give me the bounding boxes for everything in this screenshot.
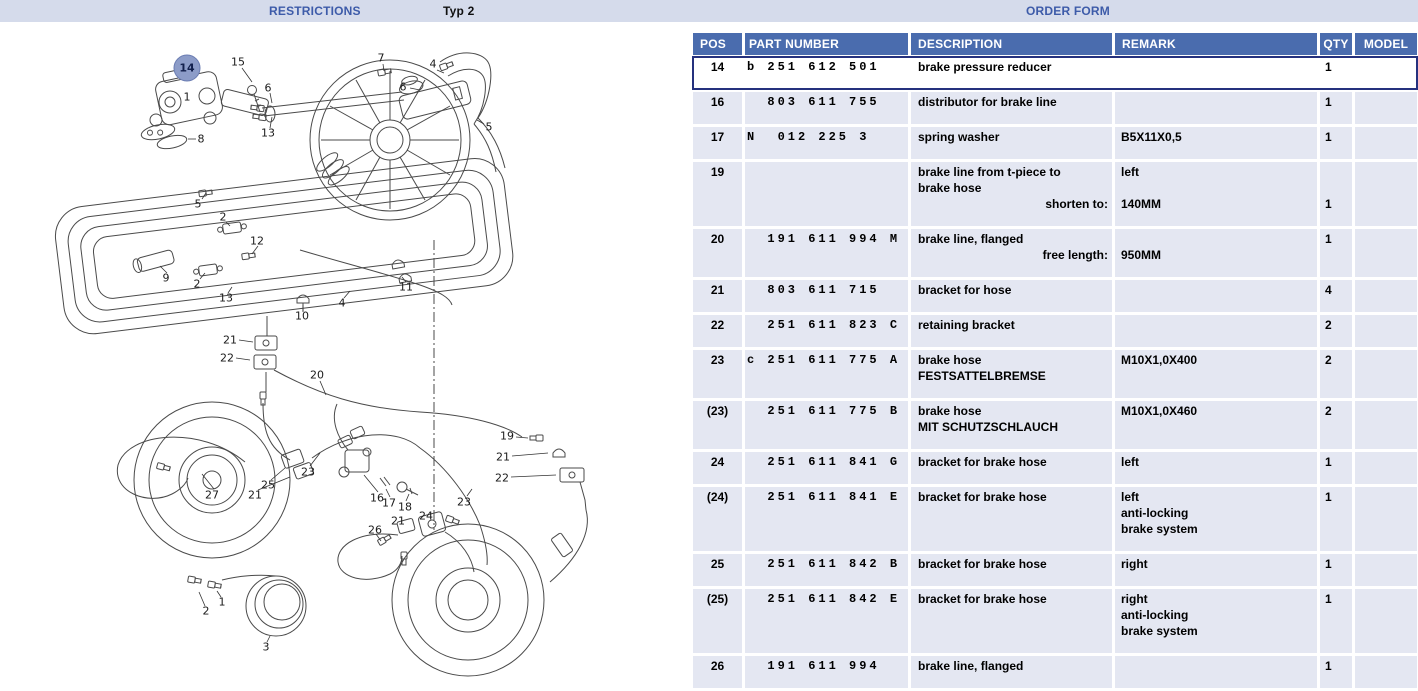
pos-cell: (23) — [706, 404, 729, 418]
svg-text:23: 23 — [457, 495, 471, 509]
pos-cell: 20 — [710, 232, 725, 246]
column-separator — [908, 487, 911, 551]
callout-23[interactable] — [301, 466, 315, 479]
description-cell: bracket for brake hose — [918, 557, 1047, 571]
table-row[interactable] — [693, 57, 1417, 89]
callout-11[interactable] — [399, 281, 413, 294]
column-separator — [1317, 315, 1320, 347]
table-row[interactable] — [693, 280, 1417, 312]
pos-cell: 22 — [710, 318, 725, 332]
restrictions-label: RESTRICTIONS — [269, 4, 361, 18]
master-cylinder-booster — [251, 53, 505, 220]
qty-cell: 1 — [1325, 232, 1332, 246]
svg-text:20: 20 — [310, 368, 324, 382]
table-row[interactable] — [693, 656, 1417, 688]
svg-text:22: 22 — [220, 351, 234, 365]
column-separator — [1112, 350, 1115, 398]
svg-text:6: 6 — [264, 81, 272, 95]
svg-text:15: 15 — [231, 55, 245, 69]
qty-cell: 1 — [1325, 490, 1332, 504]
qty-cell: 2 — [1325, 404, 1332, 418]
callout-21[interactable] — [391, 515, 405, 528]
column-separator — [908, 401, 911, 449]
column-separator — [1317, 280, 1320, 312]
description-cell: retaining bracket — [918, 318, 1015, 332]
qty-cell: 1 — [1325, 455, 1332, 469]
callout-19[interactable] — [500, 430, 514, 443]
pos-cell: (25) — [706, 592, 729, 606]
callout-12[interactable] — [250, 235, 264, 248]
table-header — [693, 33, 1417, 55]
column-separator — [742, 401, 745, 449]
column-separator — [1352, 350, 1355, 398]
pos-cell: 17 — [710, 130, 725, 144]
svg-text:1: 1 — [218, 595, 226, 609]
remark-cell: 140MM — [1121, 197, 1162, 211]
part-number-cell: 191 611 994 — [747, 659, 880, 673]
qty-cell: 1 — [1325, 659, 1332, 673]
description-cell: bracket for hose — [918, 283, 1012, 297]
column-separator — [742, 57, 745, 89]
svg-text:12: 12 — [250, 234, 264, 248]
callout-22[interactable] — [220, 352, 234, 365]
order-form-rows — [693, 57, 1417, 688]
column-separator — [1317, 401, 1320, 449]
callout-13[interactable] — [261, 127, 275, 140]
column-header-remark: REMARK — [1115, 33, 1317, 55]
callout-5[interactable] — [195, 198, 202, 211]
part-number-cell: 191 611 994 M — [747, 232, 901, 246]
table-row[interactable] — [693, 127, 1417, 159]
table-row[interactable] — [693, 92, 1417, 124]
column-separator — [1112, 452, 1115, 484]
callout-25[interactable] — [261, 479, 275, 492]
description-cell: brake line from t-piece to — [918, 165, 1061, 179]
callout-1[interactable] — [184, 91, 191, 104]
svg-text:2: 2 — [193, 277, 201, 291]
callout-23[interactable] — [457, 496, 471, 509]
part-number-cell: c 251 611 775 A — [747, 353, 901, 367]
part-number-cell: 251 611 823 C — [747, 318, 901, 332]
column-header-model: MODEL — [1355, 33, 1417, 55]
column-separator — [1352, 589, 1355, 653]
svg-text:21: 21 — [391, 514, 405, 528]
column-separator — [1317, 127, 1320, 159]
column-separator — [742, 127, 745, 159]
column-separator — [1352, 162, 1355, 226]
pos-cell: 14 — [710, 60, 725, 74]
remark-cell: M10X1,0X400 — [1121, 353, 1198, 367]
column-separator — [1352, 229, 1355, 277]
description-cell: brake hose — [918, 404, 982, 418]
column-separator — [1112, 315, 1115, 347]
qty-cell: 2 — [1325, 318, 1332, 332]
column-separator — [1352, 127, 1355, 159]
svg-text:2: 2 — [202, 604, 210, 618]
qty-cell: 2 — [1325, 353, 1332, 367]
column-separator — [1352, 401, 1355, 449]
callout-6[interactable] — [265, 82, 272, 95]
column-separator — [908, 589, 911, 653]
brake-pressure-reducer-assembly — [140, 62, 275, 151]
column-separator — [1112, 554, 1115, 586]
qty-cell: 1 — [1325, 197, 1332, 211]
description-cell: spring washer — [918, 130, 1000, 144]
column-separator — [1317, 92, 1320, 124]
svg-text:25: 25 — [261, 478, 275, 492]
column-separator — [742, 162, 745, 226]
column-separator — [908, 162, 911, 226]
callout-6[interactable] — [400, 81, 407, 94]
remark-cell: anti-locking — [1121, 506, 1189, 520]
pos-cell: 26 — [710, 659, 725, 673]
callout-9[interactable] — [163, 272, 170, 285]
column-separator — [908, 554, 911, 586]
column-separator — [908, 350, 911, 398]
column-separator — [1352, 487, 1355, 551]
column-separator — [1352, 92, 1355, 124]
callout-21[interactable] — [223, 334, 237, 347]
remark-cell: left — [1121, 490, 1139, 504]
column-separator — [908, 656, 911, 688]
svg-text:14: 14 — [179, 61, 195, 75]
parts-diagram — [0, 0, 690, 678]
callout-27[interactable] — [205, 489, 219, 502]
column-separator — [742, 280, 745, 312]
callout-15[interactable] — [231, 56, 245, 69]
svg-text:4: 4 — [429, 57, 437, 71]
table-row[interactable] — [693, 487, 1417, 551]
svg-text:26: 26 — [368, 523, 382, 537]
column-header-pos: POS — [693, 33, 742, 55]
pos-cell: 24 — [710, 455, 725, 469]
pos-cell: 19 — [710, 165, 725, 179]
column-separator — [1112, 229, 1115, 277]
part-number-cell: N 012 225 3 — [747, 130, 870, 144]
model-type-label: Typ 2 — [443, 4, 475, 18]
description-cell: distributor for brake line — [918, 95, 1057, 109]
remark-cell: right — [1121, 557, 1148, 571]
remark-cell: right — [1121, 592, 1148, 606]
column-separator — [742, 589, 745, 653]
order-form-label: ORDER FORM — [1026, 4, 1110, 18]
column-separator — [908, 452, 911, 484]
description-cell: brake line, flanged — [918, 232, 1024, 246]
description-cell: brake pressure reducer — [918, 60, 1052, 74]
svg-text:3: 3 — [262, 640, 270, 654]
qty-cell: 1 — [1325, 95, 1332, 109]
svg-text:17: 17 — [382, 496, 396, 510]
part-number-cell: b 251 612 501 — [747, 60, 880, 74]
svg-text:27: 27 — [205, 488, 219, 502]
callout-10[interactable] — [295, 310, 309, 323]
column-separator — [742, 350, 745, 398]
column-separator — [742, 656, 745, 688]
callout-4[interactable] — [430, 58, 437, 71]
front-wheel-drum — [117, 402, 487, 565]
pos-cell: 16 — [710, 95, 725, 109]
diagram-pane — [0, 0, 690, 678]
callout-17[interactable] — [382, 497, 396, 510]
svg-text:5: 5 — [194, 197, 202, 211]
svg-text:19: 19 — [500, 429, 514, 443]
remark-cell: left — [1121, 165, 1139, 179]
column-separator — [1112, 656, 1115, 688]
pos-cell: (24) — [706, 490, 729, 504]
order-form-pane — [693, 33, 1417, 691]
column-separator — [1112, 92, 1115, 124]
part-number-cell: 803 611 715 — [747, 283, 880, 297]
column-separator — [1112, 589, 1115, 653]
column-separator — [1317, 57, 1320, 89]
remark-cell: brake system — [1121, 522, 1198, 536]
table-row[interactable] — [693, 162, 1417, 226]
remark-cell: 950MM — [1121, 248, 1162, 262]
column-separator — [1352, 452, 1355, 484]
column-separator — [1112, 127, 1115, 159]
column-separator — [742, 452, 745, 484]
column-separator — [908, 280, 911, 312]
callout-4[interactable] — [339, 297, 346, 310]
column-separator — [1317, 554, 1320, 586]
callout-3[interactable] — [263, 641, 270, 654]
column-separator — [1317, 452, 1320, 484]
svg-text:5: 5 — [485, 120, 493, 134]
junction-and-brackets — [254, 240, 587, 582]
column-separator — [742, 315, 745, 347]
svg-text:6: 6 — [399, 80, 407, 94]
remark-cell: B5X11X0,5 — [1121, 130, 1182, 144]
column-separator — [908, 229, 911, 277]
callout-5[interactable] — [486, 121, 493, 134]
column-separator — [1112, 162, 1115, 226]
column-separator — [742, 554, 745, 586]
callout-21[interactable] — [496, 451, 510, 464]
title-bar — [0, 0, 1418, 22]
pos-cell: 21 — [710, 283, 725, 297]
qty-cell: 1 — [1325, 130, 1332, 144]
pos-cell: 25 — [710, 557, 725, 571]
column-header-description: DESCRIPTION — [911, 33, 1112, 55]
remark-cell: brake system — [1121, 624, 1198, 638]
svg-text:23: 23 — [301, 465, 315, 479]
callout-20[interactable] — [310, 369, 324, 382]
callout-21[interactable] — [248, 489, 262, 502]
callout-22[interactable] — [495, 472, 509, 485]
column-separator — [908, 315, 911, 347]
table-row[interactable] — [693, 554, 1417, 586]
table-row[interactable] — [693, 589, 1417, 653]
column-separator — [1317, 162, 1320, 226]
description-cell: MIT SCHUTZSCHLAUCH — [918, 420, 1058, 434]
callout-13[interactable] — [219, 292, 233, 305]
line-fittings — [132, 189, 452, 312]
description-cell: bracket for brake hose — [918, 490, 1047, 504]
part-number-cell: 251 611 775 B — [747, 404, 901, 418]
part-number-cell: 251 611 842 E — [747, 592, 901, 606]
svg-text:21: 21 — [496, 450, 510, 464]
svg-text:8: 8 — [197, 132, 205, 146]
column-separator — [1317, 350, 1320, 398]
pos-cell: 23 — [710, 353, 725, 367]
table-row[interactable] — [693, 229, 1417, 277]
part-number-cell: 251 611 841 E — [747, 490, 901, 504]
description-cell: bracket for brake hose — [918, 592, 1047, 606]
description-cell: brake hose — [918, 181, 982, 195]
svg-text:22: 22 — [495, 471, 509, 485]
qty-cell: 1 — [1325, 557, 1332, 571]
description-cell: bracket for brake hose — [918, 455, 1047, 469]
description-cell: FESTSATTELBREMSE — [918, 369, 1046, 383]
callout-18[interactable] — [398, 501, 412, 514]
qty-cell: 4 — [1325, 283, 1332, 297]
column-separator — [742, 229, 745, 277]
column-separator — [908, 57, 911, 89]
column-separator — [1112, 487, 1115, 551]
svg-text:18: 18 — [398, 500, 412, 514]
svg-text:1: 1 — [183, 90, 191, 104]
column-separator — [1317, 656, 1320, 688]
description-cell: free length: — [1042, 248, 1108, 262]
callout-26[interactable] — [368, 524, 382, 537]
callout-8[interactable] — [198, 133, 205, 146]
svg-text:16: 16 — [370, 491, 384, 505]
svg-text:13: 13 — [261, 126, 275, 140]
column-separator — [1317, 229, 1320, 277]
column-separator — [1352, 315, 1355, 347]
qty-cell: 1 — [1325, 60, 1332, 74]
column-header-qty: QTY — [1320, 33, 1352, 55]
svg-text:7: 7 — [377, 51, 385, 65]
column-separator — [908, 127, 911, 159]
description-cell: brake hose — [918, 353, 982, 367]
remark-cell: M10X1,0X460 — [1121, 404, 1198, 418]
table-row[interactable] — [693, 350, 1417, 398]
table-row[interactable] — [693, 401, 1417, 449]
part-number-cell: 251 611 842 B — [747, 557, 901, 571]
column-separator — [1352, 280, 1355, 312]
svg-text:4: 4 — [338, 296, 346, 310]
description-cell: brake line, flanged — [918, 659, 1024, 673]
description-cell: shorten to: — [1045, 197, 1108, 211]
part-number-cell: 803 611 755 — [747, 95, 880, 109]
column-header-part-number: PART NUMBER — [745, 33, 908, 55]
svg-text:10: 10 — [295, 309, 309, 323]
callout-7[interactable] — [378, 52, 385, 65]
svg-text:9: 9 — [162, 271, 170, 285]
column-separator — [742, 487, 745, 551]
callout-1[interactable] — [219, 596, 226, 609]
remark-cell: anti-locking — [1121, 608, 1189, 622]
callout-24[interactable] — [419, 510, 433, 523]
table-row[interactable] — [693, 452, 1417, 484]
column-separator — [1352, 57, 1355, 89]
column-separator — [1112, 57, 1115, 89]
column-separator — [1352, 554, 1355, 586]
svg-text:11: 11 — [399, 280, 413, 294]
callout-2[interactable] — [203, 605, 210, 618]
remark-cell: left — [1121, 455, 1139, 469]
callout-2[interactable] — [220, 211, 227, 224]
qty-cell: 1 — [1325, 592, 1332, 606]
svg-text:21: 21 — [248, 488, 262, 502]
svg-text:21: 21 — [223, 333, 237, 347]
column-separator — [1317, 589, 1320, 653]
svg-text:2: 2 — [219, 210, 227, 224]
highlighted-callout-14[interactable] — [174, 55, 200, 81]
column-separator — [1112, 280, 1115, 312]
svg-text:24: 24 — [419, 509, 433, 523]
column-separator — [1317, 487, 1320, 551]
column-separator — [1112, 401, 1115, 449]
table-row[interactable] — [693, 315, 1417, 347]
column-separator — [1352, 656, 1355, 688]
column-separator — [742, 92, 745, 124]
column-separator — [908, 92, 911, 124]
callout-2[interactable] — [194, 278, 201, 291]
part-number-cell: 251 611 841 G — [747, 455, 901, 469]
svg-text:13: 13 — [219, 291, 233, 305]
